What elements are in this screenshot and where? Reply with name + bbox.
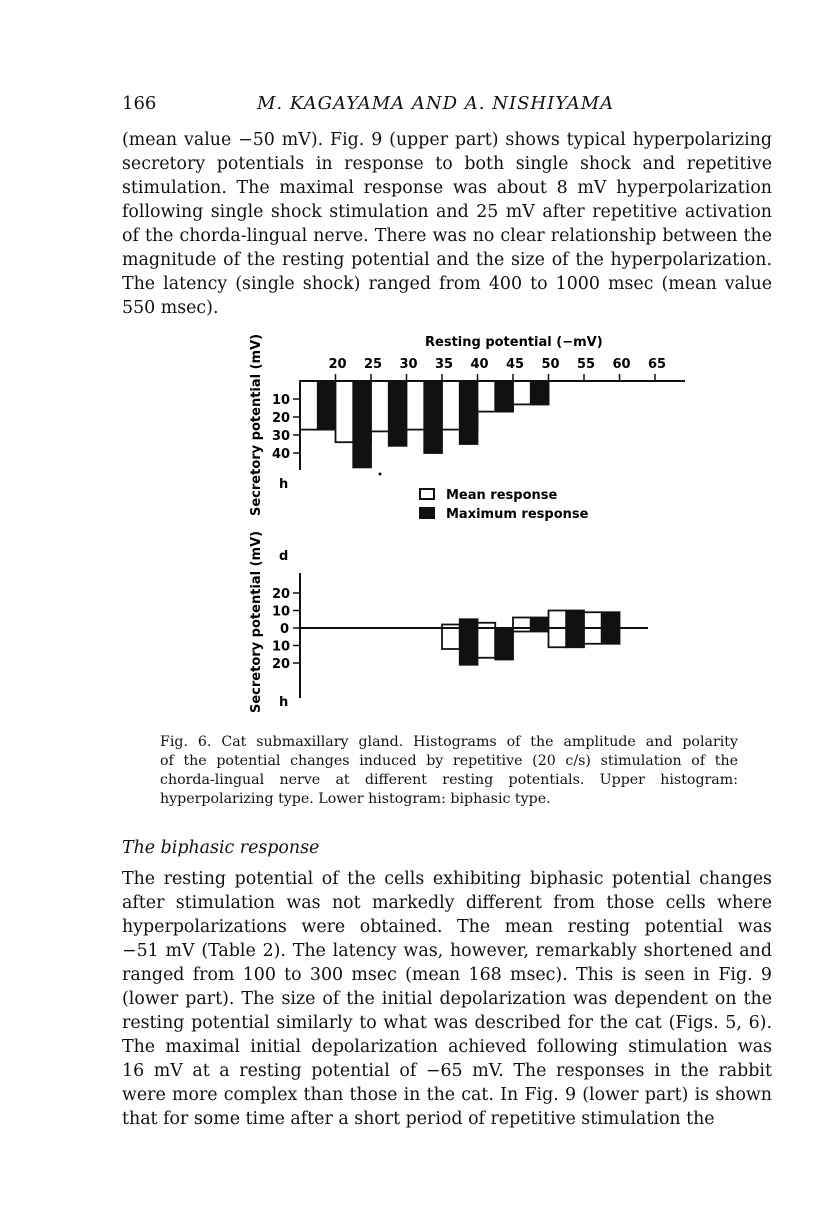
paragraph-1-line: of the chorda-lingual nerve. There was no clear relationship between the <box>122 226 772 246</box>
paragraph-1 <box>122 128 772 320</box>
upper-y-tick-label: 30 <box>272 429 291 444</box>
legend-mean-label: Mean response <box>446 488 558 503</box>
lower-max-bar <box>460 619 478 665</box>
paragraph-1-line: magnitude of the resting potential and the size of the hyperpolarization. <box>122 250 772 270</box>
paragraph-2-line: after stimulation was not markedly different from those cells where <box>122 893 772 913</box>
upper-max-bar <box>424 381 442 453</box>
page-header <box>122 93 772 117</box>
caption-line: of the potential changes induced by repetitive (20 c/s) stimulation of the <box>160 753 738 769</box>
upper-histogram <box>249 334 685 522</box>
legend-mean-swatch <box>420 489 434 499</box>
paragraph-2 <box>122 867 772 1131</box>
paragraph-1-line: (mean value −50 mV). Fig. 9 (upper part) shows typical hyperpolarizing <box>122 130 772 150</box>
upper-x-tick-label: 40 <box>470 357 489 372</box>
paragraph-1-line: following single shock stimulation and 25 mV after repetitive activation <box>122 202 772 222</box>
legend-maximum-swatch <box>420 508 434 518</box>
paragraph-1-line: secretory potentials in response to both single shock and repetitive <box>122 154 772 174</box>
paragraph-2-line: (lower part). The size of the initial depolarization was dependent on the <box>122 989 772 1009</box>
figure-6 <box>230 328 690 718</box>
lower-y-tick-label: 10 <box>272 604 291 620</box>
top-axis-title: Resting potential (−mV) <box>425 335 603 350</box>
paragraph-2-line: resting potential similarly to what was described for the cat (Figs. 5, 6). <box>122 1013 772 1033</box>
lower-d-label: d <box>279 549 289 564</box>
paragraph-2-line: hyperpolarizations were obtained. The mean resting potential was <box>122 917 772 937</box>
section-title: The biphasic response <box>122 838 320 858</box>
figure-caption <box>160 733 738 809</box>
upper-y-tick-label: 10 <box>272 393 291 408</box>
upper-x-tick-label: 50 <box>541 357 560 372</box>
lower-y-tick-label: 0 <box>280 622 290 637</box>
upper-max-bar <box>353 381 371 467</box>
paragraph-2-line: were more complex than those in the cat. In Fig. 9 (lower part) is shown <box>122 1085 772 1105</box>
lower-histogram <box>249 531 648 713</box>
paragraph-1-line: The latency (single shock) ranged from 400 to 1000 msec (mean value <box>122 274 772 294</box>
upper-x-tick-label: 45 <box>506 357 525 372</box>
upper-x-tick-label: 25 <box>364 357 383 372</box>
upper-max-bar <box>389 381 407 446</box>
paragraph-2-line: 16 mV at a resting potential of −65 mV. The responses in the rabbit <box>122 1061 772 1081</box>
upper-y-tick-label: 20 <box>272 411 291 426</box>
lower-y-tick-label: 20 <box>272 587 291 602</box>
upper-x-tick-label: 55 <box>577 357 596 372</box>
legend-maximum-label: Maximum response <box>446 507 589 522</box>
caption-line: Fig. 6. Cat submaxillary gland. Histograms of the amplitude and polarity <box>160 734 738 750</box>
upper-max-bar <box>460 381 478 444</box>
paragraph-2-line: The resting potential of the cells exhibiting biphasic potential changes <box>122 869 772 889</box>
paragraph-1-line: 550 msec). <box>122 298 219 318</box>
upper-x-tick-label: 20 <box>328 357 347 372</box>
stray-dot <box>379 473 382 476</box>
upper-h-label: h <box>279 477 289 492</box>
paragraph-2-line: that for some time after a short period of repetitive stimulation the <box>122 1109 715 1129</box>
caption-line: hyperpolarizing type. Lower histogram: biphasic type. <box>160 791 551 807</box>
upper-max-bar <box>531 381 549 404</box>
paragraph-2-line: ranged from 100 to 300 msec (mean 168 msec). This is seen in Fig. 9 <box>122 965 772 985</box>
page-number: 166 <box>122 93 157 114</box>
lower-max-bar <box>495 628 513 660</box>
upper-y-tick-label: 40 <box>272 447 291 462</box>
upper-x-tick-label: 30 <box>399 357 418 372</box>
lower-y-axis-label: Secretory potential (mV) <box>249 530 264 713</box>
upper-x-tick-label: 60 <box>612 357 631 372</box>
paragraph-1-line: stimulation. The maximal response was about 8 mV hyperpolarization <box>122 178 772 198</box>
caption-line: chorda-lingual nerve at different resting potentials. Upper histogram: <box>160 772 738 788</box>
lower-h-label: h <box>279 695 289 710</box>
legend <box>420 488 589 522</box>
upper-x-tick-label: 35 <box>435 357 454 372</box>
lower-y-tick-label: 10 <box>272 639 291 655</box>
lower-y-tick-label: 20 <box>272 657 291 672</box>
paragraph-2-line: The maximal initial depolarization achieved following stimulation was <box>122 1037 772 1057</box>
upper-max-bar <box>318 381 336 430</box>
paragraph-2-line: −51 mV (Table 2). The latency was, however, remarkably shortened and <box>122 941 772 961</box>
upper-x-tick-label: 65 <box>648 357 667 372</box>
lower-max-bar <box>531 618 549 632</box>
running-head: M. KAGAYAMA AND A. NISHIYAMA <box>257 93 615 114</box>
lower-mean-bar <box>513 618 531 632</box>
upper-max-bar <box>495 381 513 412</box>
upper-y-axis-label: Secretory potential (mV) <box>249 333 264 516</box>
